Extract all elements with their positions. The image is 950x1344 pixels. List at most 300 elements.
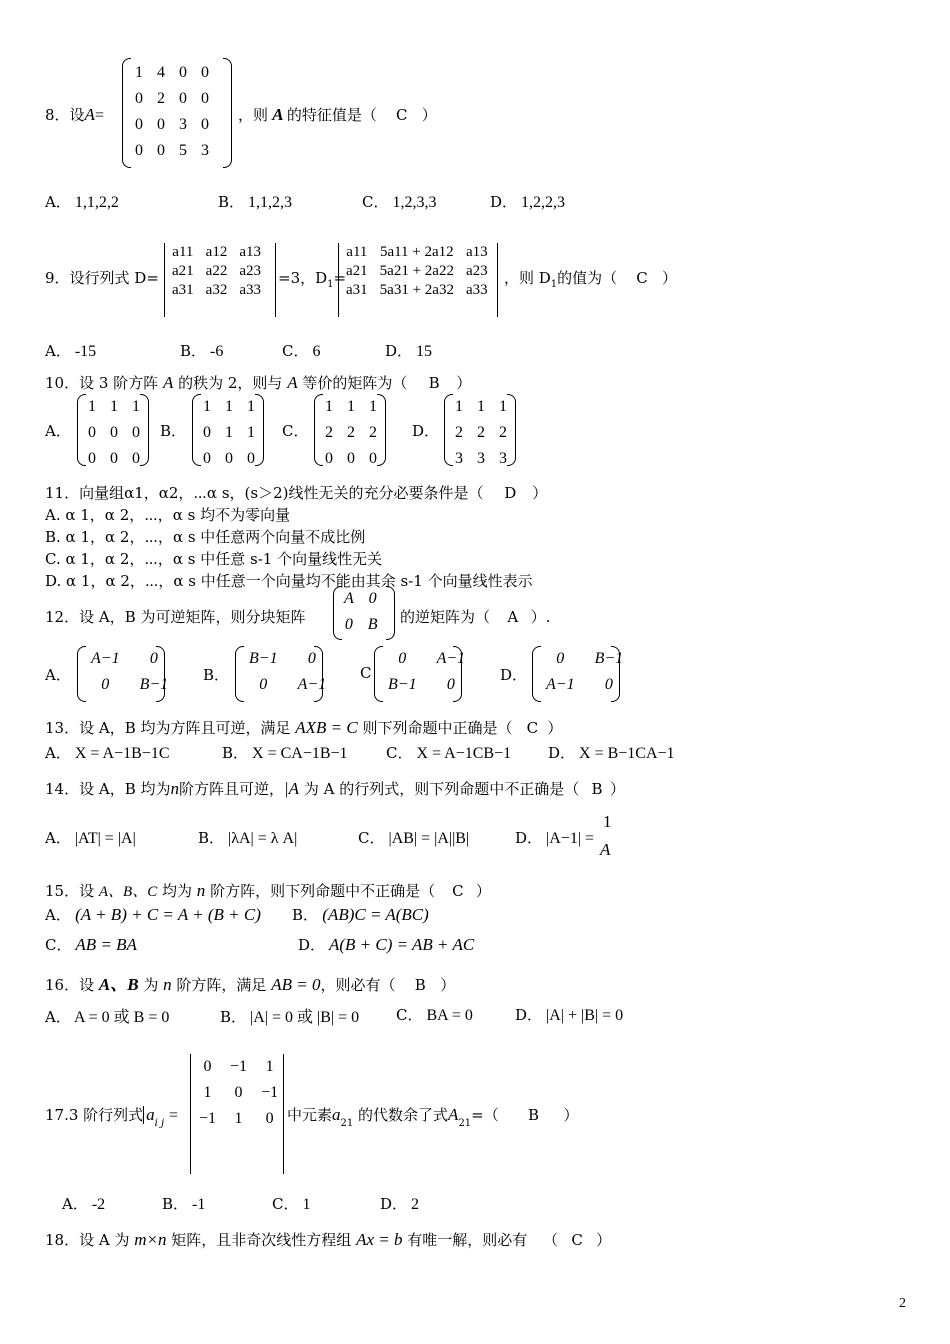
q16-n: n (163, 975, 172, 994)
q14-option-value: |AB| = |A||B| (384, 830, 470, 847)
q10-answer: B (428, 374, 440, 392)
q10-option-cell: 1 (325, 398, 333, 415)
q14-option-label: A． (45, 829, 71, 847)
q9-det-d1 (338, 243, 498, 317)
q9-suffix-text2: 的值为（ (557, 269, 618, 287)
q8-option-value: 1,1,2,3 (244, 194, 293, 211)
q15-answer: C (452, 882, 464, 900)
q10-text3: 等价的矩阵为（ (302, 374, 408, 392)
q12-option-matrix (374, 646, 466, 702)
q10-option-cell: 2 (347, 424, 355, 441)
q15-option-label: B． (292, 906, 319, 924)
q9-det-d (164, 243, 276, 317)
q14-frac-num: 1 (603, 812, 612, 831)
q12-option-label: B． (203, 666, 230, 684)
q10-option-cell: 1 (347, 398, 355, 415)
q17-det-cell: 1 (203, 1084, 212, 1101)
q9-sub1: 1 (327, 279, 334, 290)
q9-d-cell: a21 (172, 263, 194, 279)
q18-mn: m×n (134, 1230, 167, 1249)
q12-option-cell: A−1 (297, 676, 327, 693)
q9-d1-cell: 5a31 + 2a32 (379, 282, 454, 298)
q10-option-label: B． (160, 422, 187, 440)
q13-option-label: B． (222, 744, 249, 762)
q9-answer: C (636, 269, 648, 287)
q16-text3: 阶方阵，满足 (176, 976, 267, 994)
q12-option-cell: B−1 (594, 650, 624, 667)
q14-option (45, 827, 136, 848)
q14-option (515, 827, 594, 848)
q9-d1-cell: 5a21 + 2a22 (379, 263, 454, 279)
q9-option-value: 6 (308, 343, 321, 360)
q10-text: 10．设 3 阶方阵 (45, 374, 159, 392)
q17-option-label: B． (162, 1195, 189, 1213)
q8-prefix: 8．设 (45, 106, 85, 124)
q9-option-label: B． (180, 342, 207, 360)
q9-d-cell: a23 (239, 263, 262, 279)
q8-option-label: D． (490, 193, 518, 211)
q10-option-cell: 1 (203, 398, 211, 415)
q13-stem (45, 717, 562, 738)
q12-option-cell: 0 (259, 676, 268, 693)
q17-det-cell: −1 (261, 1084, 279, 1101)
q8-var-a: A (84, 105, 95, 124)
q18-open: （ (543, 1231, 559, 1249)
q12-block-cell: B (367, 616, 378, 633)
q12-option-cell: 0 (149, 650, 158, 667)
q8-option (45, 191, 119, 212)
q8-suffix-text2: 的特征值是（ (286, 106, 377, 124)
q12-option-cell: 0 (398, 650, 407, 667)
q11-option: C. α 1，α 2，⋯，α s 中任意 s-1 个向量线性无关 (45, 550, 383, 568)
q17-aij: a (146, 1105, 155, 1124)
q10-option-cell: 1 (132, 398, 140, 415)
q12-close: ）. (530, 608, 551, 626)
q12-block-cell: A (344, 590, 354, 607)
q10-option-cell: 0 (325, 450, 333, 467)
q15-text: 15．设 (45, 882, 95, 900)
q17-text4: =（ (471, 1106, 499, 1124)
q18-text: 18．设 A 为 (45, 1231, 130, 1249)
q17-suffix (287, 1104, 579, 1129)
q10-text2: 的秩为 2，则与 (178, 374, 283, 392)
q17-det-cell: 1 (265, 1058, 274, 1075)
q15-option-value: (A + B) + C = A + (B + C) (70, 905, 261, 924)
q12-option-matrix (235, 646, 327, 702)
q17-prefix (45, 1104, 178, 1129)
q8-suffix: ，则 A 的特征值是（ C ） (238, 105, 437, 124)
q12-option-cell: 0 (604, 676, 613, 693)
q16-option (220, 1004, 359, 1027)
q17-option-value: 1 (298, 1196, 311, 1213)
q10-option-cell: 2 (499, 424, 507, 441)
q10-option-cell: 2 (477, 424, 485, 441)
q17-A21-sub: 21 (458, 1118, 472, 1129)
q15-option (298, 934, 474, 955)
q10-option-cell: 0 (132, 450, 140, 467)
q8-matrix-cell: 0 (135, 90, 143, 107)
q14-option-label: C． (358, 829, 385, 847)
q15-option (45, 904, 261, 925)
q17-a21-sub: 21 (340, 1118, 354, 1129)
q8-matrix-cell: 4 (157, 64, 165, 81)
q17-option-label: D． (380, 1195, 408, 1213)
q17-det-cell: −1 (199, 1110, 217, 1127)
q9-d1-cell: a33 (465, 282, 488, 298)
q10-option-cell: 3 (477, 450, 485, 467)
q11-option: D. α 1，α 2，⋯，α s 中任意一个向量均不能由其余 s-1 个向量线性表示 (45, 572, 533, 590)
q13-option (386, 742, 511, 763)
q13-option (548, 742, 675, 763)
q10-var-a2: A (287, 373, 298, 392)
q16-text4: ，则必有（ (320, 976, 396, 994)
q17-text3: 的代数余了式 (358, 1106, 449, 1124)
q17-option (62, 1193, 105, 1214)
q15-stem (45, 880, 491, 901)
q11-close: ） (532, 484, 548, 502)
q8-matrix-cell: 0 (135, 142, 143, 159)
q13-option-value: X = A−1B−1C (70, 745, 170, 762)
q10-option-matrix (192, 394, 264, 466)
q18-stem (45, 1229, 611, 1250)
q17-option-label: C． (272, 1195, 299, 1213)
q13-option-label: A． (45, 744, 71, 762)
q8-matrix-cell: 0 (157, 142, 165, 159)
q14-answer: B (591, 780, 603, 798)
q8-matrix-cell: 1 (135, 64, 143, 81)
q10-option-cell: 3 (455, 450, 463, 467)
q9-d-cell: a11 (172, 244, 194, 260)
q16-text2: 为 (143, 976, 159, 994)
q9-d-cell: a13 (239, 244, 262, 260)
q14-option-value: |λA| = λ A| (224, 830, 298, 847)
q17-text2: 中元素 (287, 1106, 333, 1124)
q14-text3: 为 A 的行列式，则下列命题中不正确是（ (303, 780, 580, 798)
q10-option-cell: 0 (347, 450, 355, 467)
q16-option (45, 1004, 169, 1027)
q17-option-value: 2 (407, 1196, 420, 1213)
q10-option-cell: 3 (499, 450, 507, 467)
q8-option-value: 1,2,3,3 (388, 194, 437, 211)
q11-stem (45, 482, 547, 503)
q8-matrix-cell: 2 (157, 90, 165, 107)
q8-option (218, 191, 292, 212)
q14-text2: 阶方阵且可逆， (178, 780, 284, 798)
q10-option-cell: 1 (247, 398, 255, 415)
q10-option-cell: 0 (88, 424, 96, 441)
q12-option-matrix (532, 646, 624, 702)
q8-matrix-cell: 5 (179, 142, 187, 159)
q16-option-value: |A| + |B| = 0 (542, 1007, 624, 1024)
q9-option-value: -6 (206, 343, 224, 360)
q10-option-cell: 1 (247, 424, 255, 441)
q15-n: n (196, 881, 206, 900)
q10-var-a: A (162, 373, 174, 392)
q12-suffix-text: 的逆矩阵为（ (400, 608, 491, 626)
q8-option (362, 191, 436, 212)
q8-matrix-cell: 0 (179, 64, 187, 81)
q13-eq: AXB = C (295, 718, 358, 737)
q8-close: ） (421, 106, 437, 124)
q9-option (282, 340, 320, 361)
q10-option-matrix (77, 394, 149, 466)
q10-option-cell: 0 (132, 424, 140, 441)
q12-option-cell: A−1 (546, 676, 575, 693)
q17-option-value: -1 (188, 1196, 206, 1213)
q8-matrix (122, 58, 232, 168)
q10-option-cell: 0 (110, 424, 118, 441)
q12-block-cell: 0 (344, 616, 353, 633)
q16-close: ） (440, 976, 456, 994)
q16-eq: AB = 0 (271, 975, 321, 994)
q16-text: 16．设 (45, 976, 95, 994)
q10-option-cell: 1 (225, 424, 233, 441)
q9-prefix: 9．设行列式 D= (45, 269, 159, 287)
q14-option-value: |A−1| = (542, 830, 595, 847)
q12-option-cell: B−1 (249, 650, 278, 667)
q8-matrix-cell: 0 (201, 90, 209, 107)
q8-option (490, 191, 565, 212)
q13-text2: 则下列命题中正确是（ (362, 719, 513, 737)
q9-mid-text: =3，D (278, 269, 328, 287)
q12-suffix (400, 606, 551, 627)
q15-option (292, 904, 429, 925)
q12-answer: A (507, 608, 519, 626)
q17-aij-sub: i j (154, 1118, 165, 1129)
q8-matrix-cell: 0 (157, 116, 165, 133)
q14-n: n (170, 779, 179, 798)
q8-eq: = (94, 107, 104, 124)
q10-option-cell: 1 (477, 398, 485, 415)
q10-option-cell: 1 (455, 398, 463, 415)
q17-text: 17.3 阶行列式 (45, 1106, 144, 1124)
q8-matrix-cell: 0 (201, 64, 209, 81)
q10-option-cell: 0 (203, 424, 211, 441)
q13-answer: C (526, 719, 539, 737)
q10-option-cell: 0 (110, 450, 118, 467)
q10-option-cell: 1 (499, 398, 507, 415)
q13-option-value: X = CA−1B−1 (248, 745, 348, 762)
q10-option-cell: 0 (247, 450, 255, 467)
q8-suffix-text: ，则 (238, 106, 269, 124)
q14-text: 14．设 A，B 均为 (45, 780, 171, 798)
q10-option-cell: 0 (203, 450, 211, 467)
q9-suffix-text: ，则 D (504, 269, 551, 287)
q10-option-label: A． (45, 422, 71, 440)
q12-stem: 12．设 A，B 为可逆矩阵，则分块矩阵 (45, 608, 306, 626)
q17-option (272, 1193, 310, 1214)
q9-d-cell: a22 (205, 263, 228, 279)
q16-option-value: BA = 0 (422, 1007, 473, 1024)
q9-suffix: ，则 $D_1$的值为（ C ） (504, 269, 677, 290)
q8-stem (45, 104, 104, 125)
q9-d1-cell: 5a11 + 2a12 (379, 244, 454, 260)
q12-block-cell: 0 (368, 590, 377, 607)
q9-mid (278, 267, 346, 290)
q18-close: ） (596, 1231, 612, 1249)
q12-option-cell: 0 (307, 650, 316, 667)
q9-option-label: C． (282, 342, 309, 360)
q16-option-label: C． (396, 1006, 423, 1024)
q17-det-cell: 0 (234, 1084, 243, 1101)
q12-option-cell: A−1 (436, 650, 466, 667)
q8-option-label: B． (218, 193, 245, 211)
q17-a21: a (332, 1105, 341, 1124)
q14-frac-den: A (600, 840, 611, 859)
q9-option (385, 340, 432, 361)
q9-eq: = (333, 269, 347, 287)
q12-option-cell: A−1 (91, 650, 120, 667)
q9-d1-cell: a13 (465, 244, 488, 260)
q13-option-value: X = B−1CA−1 (575, 745, 675, 762)
q15-option-label: C． (45, 936, 72, 954)
q9-d-cell: a32 (205, 282, 228, 298)
q15-option (45, 934, 137, 955)
q17-option (162, 1193, 205, 1214)
q11-option: A. α 1，α 2，⋯，α s 均不为零向量 (45, 506, 291, 524)
q15-option-value: A(B + C) = AB + AC (325, 935, 475, 954)
q10-option-cell: 2 (369, 424, 377, 441)
q10-option-cell: 2 (455, 424, 463, 441)
q10-option-matrix (314, 394, 386, 466)
q14-option-label: D． (515, 829, 543, 847)
q16-stem (45, 970, 455, 995)
q8-matrix-cell: 3 (179, 116, 187, 133)
q10-option-cell: 0 (369, 450, 377, 467)
q8-option-label: C． (362, 193, 389, 211)
q16-option-value: |A| = 0 或 |B| = 0 (246, 1009, 360, 1026)
q12-option-cell: B−1 (139, 676, 169, 693)
q15-option-label: A． (45, 906, 71, 924)
q10-option-matrix (444, 394, 516, 466)
q16-option (396, 1004, 473, 1025)
q17-det-cell: 0 (265, 1110, 274, 1127)
q10-stem (45, 372, 471, 393)
q9-option-value: -15 (70, 343, 97, 360)
q10-close: ） (456, 374, 472, 392)
q15-close: ） (475, 882, 491, 900)
q11-option: B. α 1，α 2，⋯，α s 中任意两个向量不成比例 (45, 528, 366, 546)
q11-text: 11．向量组α1，α2，⋯α s，(s＞2)线性无关的充分必要条件是（ (45, 484, 484, 502)
q11-answer: D (504, 484, 517, 502)
q16-option-value: A = 0 或 B = 0 (70, 1009, 170, 1026)
q17-det-cell: 0 (203, 1058, 212, 1075)
q14-stem (45, 778, 625, 799)
q18-answer: C (571, 1231, 583, 1249)
q9-option-value: 15 (412, 343, 433, 360)
q16-option-label: B． (220, 1008, 247, 1026)
q8-option-value: 1,2,2,3 (517, 194, 566, 211)
q9-d1-cell: a23 (465, 263, 488, 279)
q17-A21: A (448, 1105, 459, 1124)
q14-option-value: |AT| = |A| (70, 830, 136, 847)
q10-option-cell: 0 (88, 450, 96, 467)
q12-option-cell: 0 (556, 650, 565, 667)
page-number: 2 (899, 1296, 906, 1311)
q18-text2: 矩阵，且非奇次线性方程组 (171, 1231, 352, 1249)
q9-d-cell: a33 (239, 282, 262, 298)
q12-option-label: D． (500, 666, 528, 684)
q13-close: ） (547, 719, 563, 737)
q9-d1-cell: a11 (346, 244, 368, 260)
q12-option-matrix (77, 646, 169, 702)
q14-close: ） (610, 780, 626, 798)
q17-answer: B (528, 1106, 540, 1124)
q10-option-cell: 1 (88, 398, 96, 415)
q13-option-label: D． (548, 744, 576, 762)
q9-option (180, 340, 223, 361)
q17-det-cell: −1 (230, 1058, 248, 1075)
q10-option-cell: 2 (325, 424, 333, 441)
q13-option-label: C． (386, 744, 413, 762)
q15-vars: A、B、C (98, 884, 158, 900)
q9-d-cell: a31 (172, 282, 194, 298)
q15-text3: 阶方阵，则下列命题中不正确是（ (210, 882, 436, 900)
q16-option-label: A． (45, 1008, 71, 1026)
q9-option (45, 340, 96, 361)
q12-block-matrix (333, 586, 395, 640)
q9-option-label: D． (385, 342, 413, 360)
q16-vars: A、B (98, 975, 139, 994)
q17-option-value: -2 (87, 1196, 106, 1213)
q14-option (358, 827, 469, 848)
q8-answer: C (395, 106, 408, 124)
q12-option-cell: 0 (446, 676, 455, 693)
q12-option-label: C (360, 664, 372, 682)
q15-option-label: D． (298, 936, 326, 954)
q9-d-cell: a12 (205, 244, 228, 260)
q13-option (222, 742, 348, 763)
q12-option-label: A． (45, 666, 71, 684)
q10-option-label: C． (282, 422, 309, 440)
q8-matrix-cell: 0 (179, 90, 187, 107)
q16-answer: B (414, 976, 426, 994)
q15-option-value: AB = BA (71, 935, 137, 954)
q16-option (515, 1004, 623, 1025)
q13-option (45, 742, 169, 763)
q18-eq: Ax = b (356, 1230, 403, 1249)
q17-close: ） (563, 1106, 579, 1124)
q14-option (198, 827, 297, 848)
q17-option (380, 1193, 419, 1214)
q10-option-cell: 1 (369, 398, 377, 415)
q8-matrix-cell: 3 (201, 142, 209, 159)
q9-option-label: A． (45, 342, 71, 360)
q10-option-label: D． (412, 422, 440, 440)
q8-matrix-cell: 0 (135, 116, 143, 133)
q12-option-cell: 0 (101, 676, 110, 693)
q18-text3: 有唯一解，则必有 (407, 1231, 528, 1249)
q15-text2: 均为 (162, 882, 193, 900)
q9-close: ） (661, 269, 677, 287)
q17-eq: = (168, 1107, 178, 1124)
q10-option-cell: 0 (225, 450, 233, 467)
q8-option-label: A． (45, 193, 71, 211)
q8-matrix-cell: 0 (201, 116, 209, 133)
q9-d1-cell: a31 (346, 282, 368, 298)
q14-abs-a: |A (284, 779, 300, 798)
q17-option-label: A． (62, 1195, 88, 1213)
q13-text: 13．设 A，B 均为方阵且可逆，满足 (45, 719, 291, 737)
q17-det (190, 1054, 284, 1174)
q10-option-cell: 1 (110, 398, 118, 415)
q12-option-cell: B−1 (388, 676, 417, 693)
q15-option-value: (AB)C = A(BC) (318, 905, 429, 924)
q14-option-label: B． (198, 829, 225, 847)
q16-option-label: D． (515, 1006, 543, 1024)
q13-option-value: X = A−1CB−1 (412, 745, 512, 762)
q10-option-cell: 1 (225, 398, 233, 415)
